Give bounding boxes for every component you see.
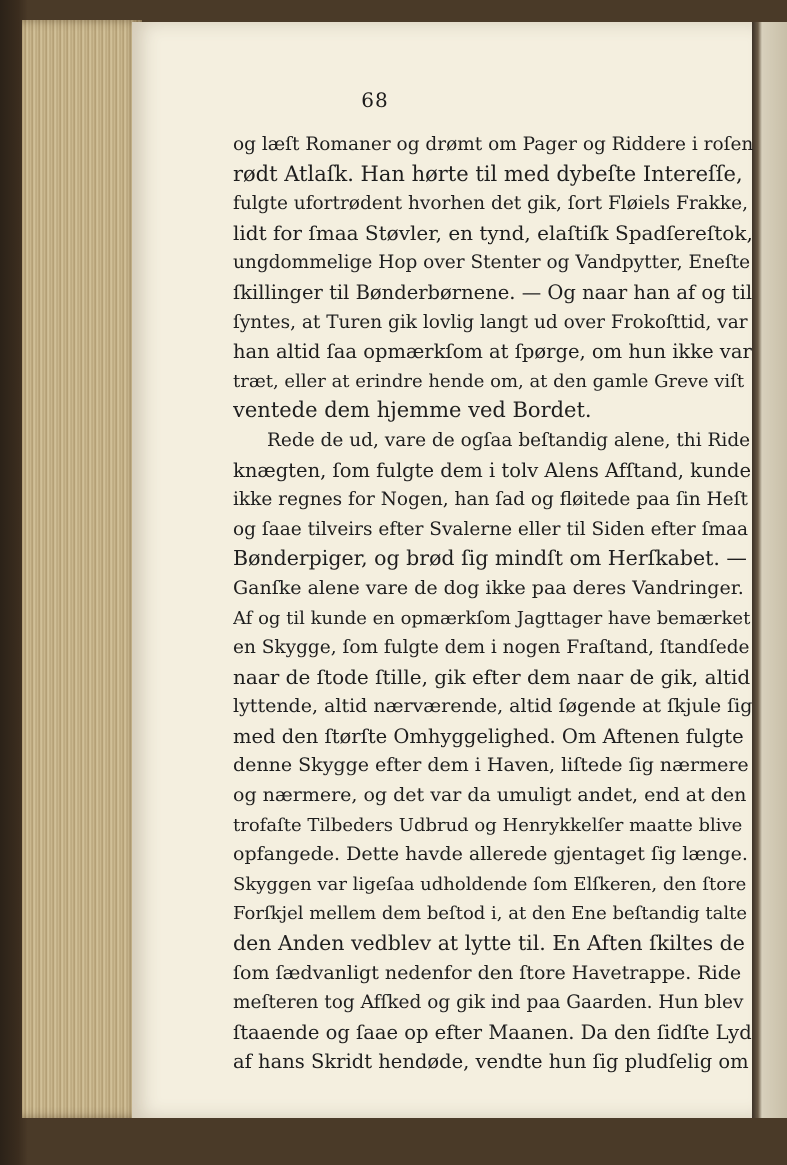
text-line: Af og til kunde en opmærkſom Jagttager have bemærket	[233, 607, 751, 629]
text-line: meſteren tog Afſked og gik ind paa Gaarden. Hun blev	[233, 992, 744, 1014]
text-line: og læſt Romaner og drømt om Pager og Riddere i roſen	[233, 134, 753, 155]
text-line: ventede dem hjemme ved Bordet.	[233, 398, 592, 423]
text-line: knægten, ſom fulgte dem i tolv Alens Afſtand, kunde	[233, 458, 752, 482]
text-line: naar de ſtode ſtille, gik efter dem naar de gik, altid	[233, 664, 751, 689]
text-line: af hans Skridt hendøde, vendte hun ſig pludſelig om	[233, 1050, 749, 1074]
text-line: og nærmere, og det var da umuligt andet, end at den	[233, 784, 747, 807]
text-line: rødt Atlaſk. Han hørte til med dybeſte Intereſſe,	[233, 161, 743, 186]
text-line: ſom ſædvanligt nedenfor den ſtore Havetrappe. Ride	[233, 961, 742, 984]
text-line: Forſkjel mellem dem beſtod i, at den Ene beſtandig talte	[233, 903, 748, 925]
text-line: ſkillinger til Bønderbørnene. — Og naar han af og til	[233, 280, 753, 304]
text-line: og ſaae tilveirs efter Svalerne eller til Siden efter ſmaa	[233, 518, 749, 540]
page-body-text	[233, 130, 753, 1077]
text-line: træt, eller at erindre hende om, at den gamle Greve viſt	[233, 370, 745, 392]
text-line: ſtaaende og ſaae op efter Maanen. Da den ſidſte Lyd	[233, 1020, 752, 1044]
text-line: med den ſtørſte Omhyggelighed. Om Aftenen fulgte	[233, 724, 744, 748]
text-line: denne Skygge efter dem i Haven, liſtede ſig nærmere	[233, 754, 749, 777]
page-number: 68	[361, 88, 389, 112]
text-line: lyttende, altid nærværende, altid ſøgende at ſkjule ſig	[233, 695, 753, 718]
page-edges	[22, 20, 142, 1118]
text-line: lidt for ſmaa Støvler, en tynd, elaſtiſk Spadſereſtok,	[233, 220, 753, 245]
text-line: ungdommelige Hop over Stenter og Vandpytter, Eneſte	[233, 252, 751, 274]
text-line: han altid ſaa opmærkſom at ſpørge, om hun ikke var	[233, 340, 752, 364]
text-line: ſyntes, at Turen gik lovlig langt ud over Frokoſttid, var	[233, 311, 748, 333]
text-line: Bønderpiger, og brød ſig mindſt om Herſkabet. —	[233, 546, 747, 571]
text-line: Skyggen var ligeſaa udholdende ſom Elſkeren, den ſtore	[233, 873, 747, 895]
text-line: Rede de ud, vare de ogſaa beſtandig alene, thi Ride	[267, 429, 751, 451]
text-line: Ganſke alene vare de dog ikke paa deres Vandringer.	[233, 576, 744, 599]
text-line: trofaſte Tilbeders Udbrud og Henrykkelſer maatte blive	[233, 814, 743, 836]
text-line: ikke regnes for Nogen, han ſad og fløitede paa ſin Heſt	[233, 489, 748, 511]
text-line: den Anden vedblev at lytte til. En Aften ſkiltes de	[233, 931, 745, 956]
text-line: en Skygge, ſom fulgte dem i nogen Fraſtand, ſtandſede	[233, 637, 750, 659]
facing-page-edge	[752, 22, 787, 1118]
text-line: opfangede. Dette havde allerede gjentaget ſig længe.	[233, 843, 748, 866]
text-line: fulgte ufortrødent hvorhen det gik, ſort Fløiels Frakke,	[233, 193, 748, 215]
